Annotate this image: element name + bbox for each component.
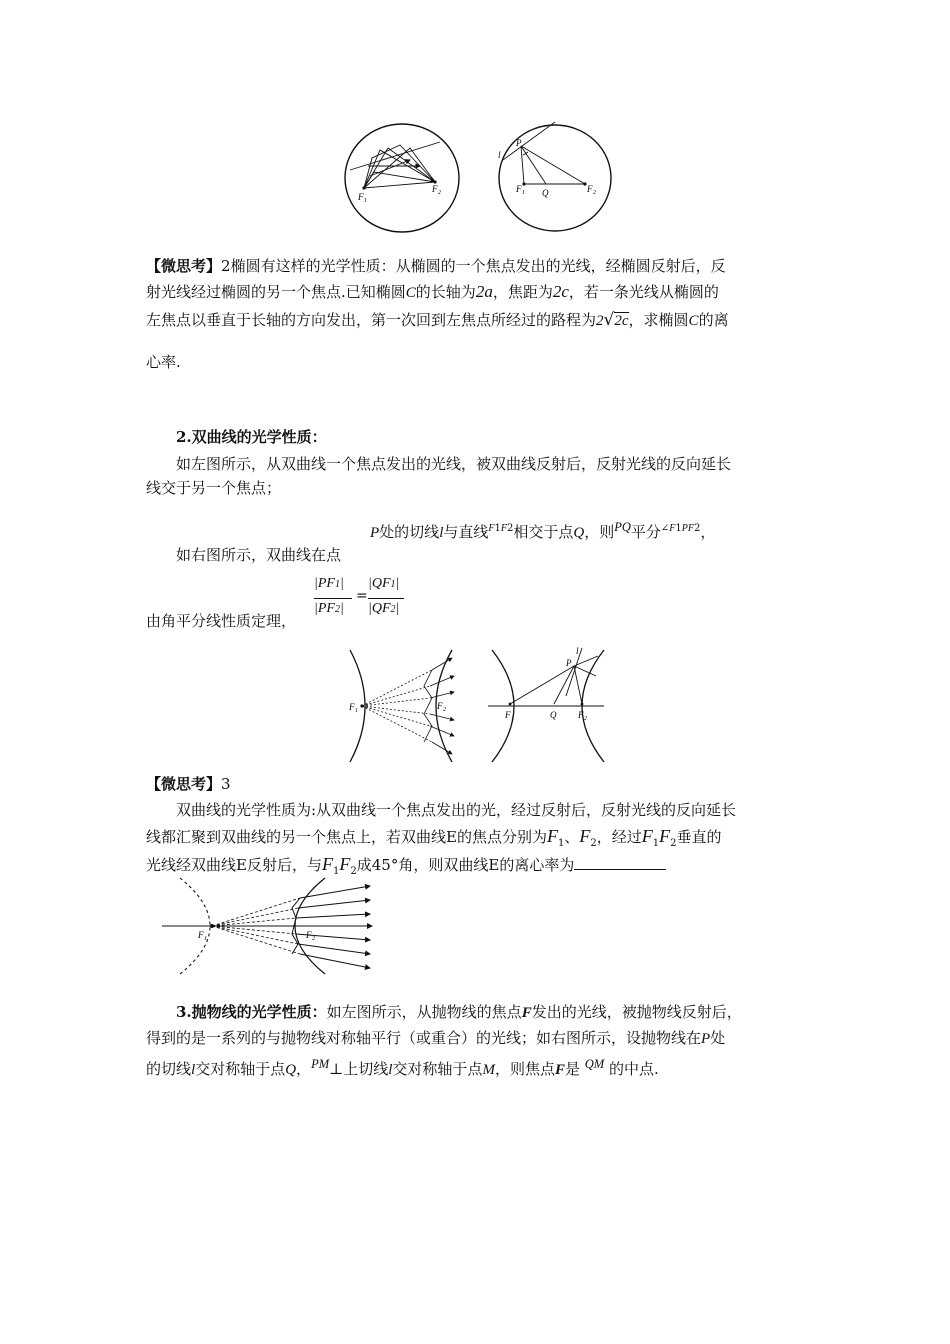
- label-sub: 2: [312, 936, 315, 942]
- parabola-line2: 得到的是一系列的与抛物线对称轴平行（或重合）的光线；如右图所示，设抛物线在P处: [146, 1029, 726, 1047]
- label-p: P: [516, 138, 522, 148]
- label-f: F: [516, 184, 522, 194]
- hyperbola-p5: 由角平分线性质定理，: [146, 612, 297, 630]
- bisector-equation: |PF1| |PF2| = |QF1| |QF2|: [312, 574, 404, 624]
- label-sub: 1: [522, 190, 525, 196]
- think3-line1: 双曲线的光学性质为:从双曲线一个焦点发出的光，经过反射后，反射光线的反向延长: [176, 801, 737, 819]
- label-f: F: [437, 701, 443, 711]
- think-tag: 【微思考】: [146, 257, 222, 275]
- label-f: F: [505, 710, 511, 720]
- label-sub: 2: [438, 190, 441, 196]
- left-hyperbola-diagram: [348, 650, 454, 762]
- hyperbola-p1: 如左图所示，从双曲线一个焦点发出的光线，被双曲线反射后，反射光线的反向延长: [176, 455, 732, 473]
- parabola-line1: 3.抛物线的光学性质：如左图所示，从抛物线的焦点F发出的光线，被抛物线反射后，: [176, 1003, 742, 1021]
- left-ellipse-diagram: [345, 124, 459, 232]
- label-l: l: [498, 150, 501, 160]
- label-sub: 1: [355, 708, 358, 714]
- hyperbola-p3: P处的切线l与直线$^{F1F2}$相交于点Q，则$^{PQ}$平分$^{\angle F1PF2}$，: [370, 520, 716, 541]
- label-sub: 1: [364, 198, 367, 204]
- think2-line2: 射光线经过椭圆的另一个焦点.已知椭圆C的长轴为2a，焦距为2c，若一条光线从椭圆的: [146, 282, 719, 301]
- think3-line2: 线都汇聚到双曲线的另一个焦点上，若双曲线E的焦点分别为$F_1$、$F_2$，经过$F_1F_2$垂直的: [146, 826, 722, 849]
- label-l: l: [576, 646, 579, 656]
- label-f: F: [198, 930, 204, 940]
- parabola-line3: 的切线l交对称轴于点Q，$^{PM}$⊥上切线l交对称轴于点M，则焦点F是 $^{QM}$ 的中点.: [146, 1057, 659, 1078]
- label-f: F: [349, 702, 355, 712]
- label-p: P: [566, 658, 572, 668]
- label-f: F: [432, 184, 438, 194]
- hyperbola-heading: 2.双曲线的光学性质：: [176, 428, 327, 446]
- label-f: F: [306, 930, 312, 940]
- hyperbola-p2: 线交于另一个焦点；: [146, 479, 282, 497]
- think2-line4: 心率.: [146, 353, 181, 371]
- label-f: F: [358, 192, 364, 202]
- think3-tag-line: 【微思考】3: [146, 775, 231, 793]
- right-ellipse-diagram: [498, 122, 611, 231]
- label-sub: 2: [593, 190, 596, 196]
- hyperbola-p4: 如右图所示，双曲线在点: [176, 546, 342, 564]
- label-f: F: [578, 710, 584, 720]
- label-sub: 2: [443, 707, 446, 713]
- think2-line1: 【微思考】2椭圆有这样的光学性质：从椭圆的一个焦点发出的光线，经椭圆反射后，反: [146, 257, 726, 275]
- answer-blank[interactable]: [574, 855, 666, 870]
- label-f: F: [587, 184, 593, 194]
- hyperbola-figures: [340, 646, 620, 766]
- label-sub: 1: [204, 936, 207, 942]
- think3-line3: 光线经双曲线E反射后，与$F_1F_2$成45°角，则双曲线E的离心率为: [146, 854, 666, 882]
- label-q: Q: [550, 710, 557, 720]
- think2-line3: 左焦点以垂直于长轴的方向发出，第一次回到左焦点所经过的路程为2√2c，求椭圆C的离: [146, 310, 729, 330]
- hyperbola-reflection-figure: [160, 876, 380, 976]
- label-sub: 2: [584, 716, 587, 722]
- think-tag: 【微思考】: [146, 775, 222, 793]
- label-q: Q: [542, 188, 549, 198]
- label-sub: 1: [511, 716, 514, 722]
- ellipse-figures: [340, 120, 630, 240]
- right-hyperbola-diagram: [488, 646, 604, 762]
